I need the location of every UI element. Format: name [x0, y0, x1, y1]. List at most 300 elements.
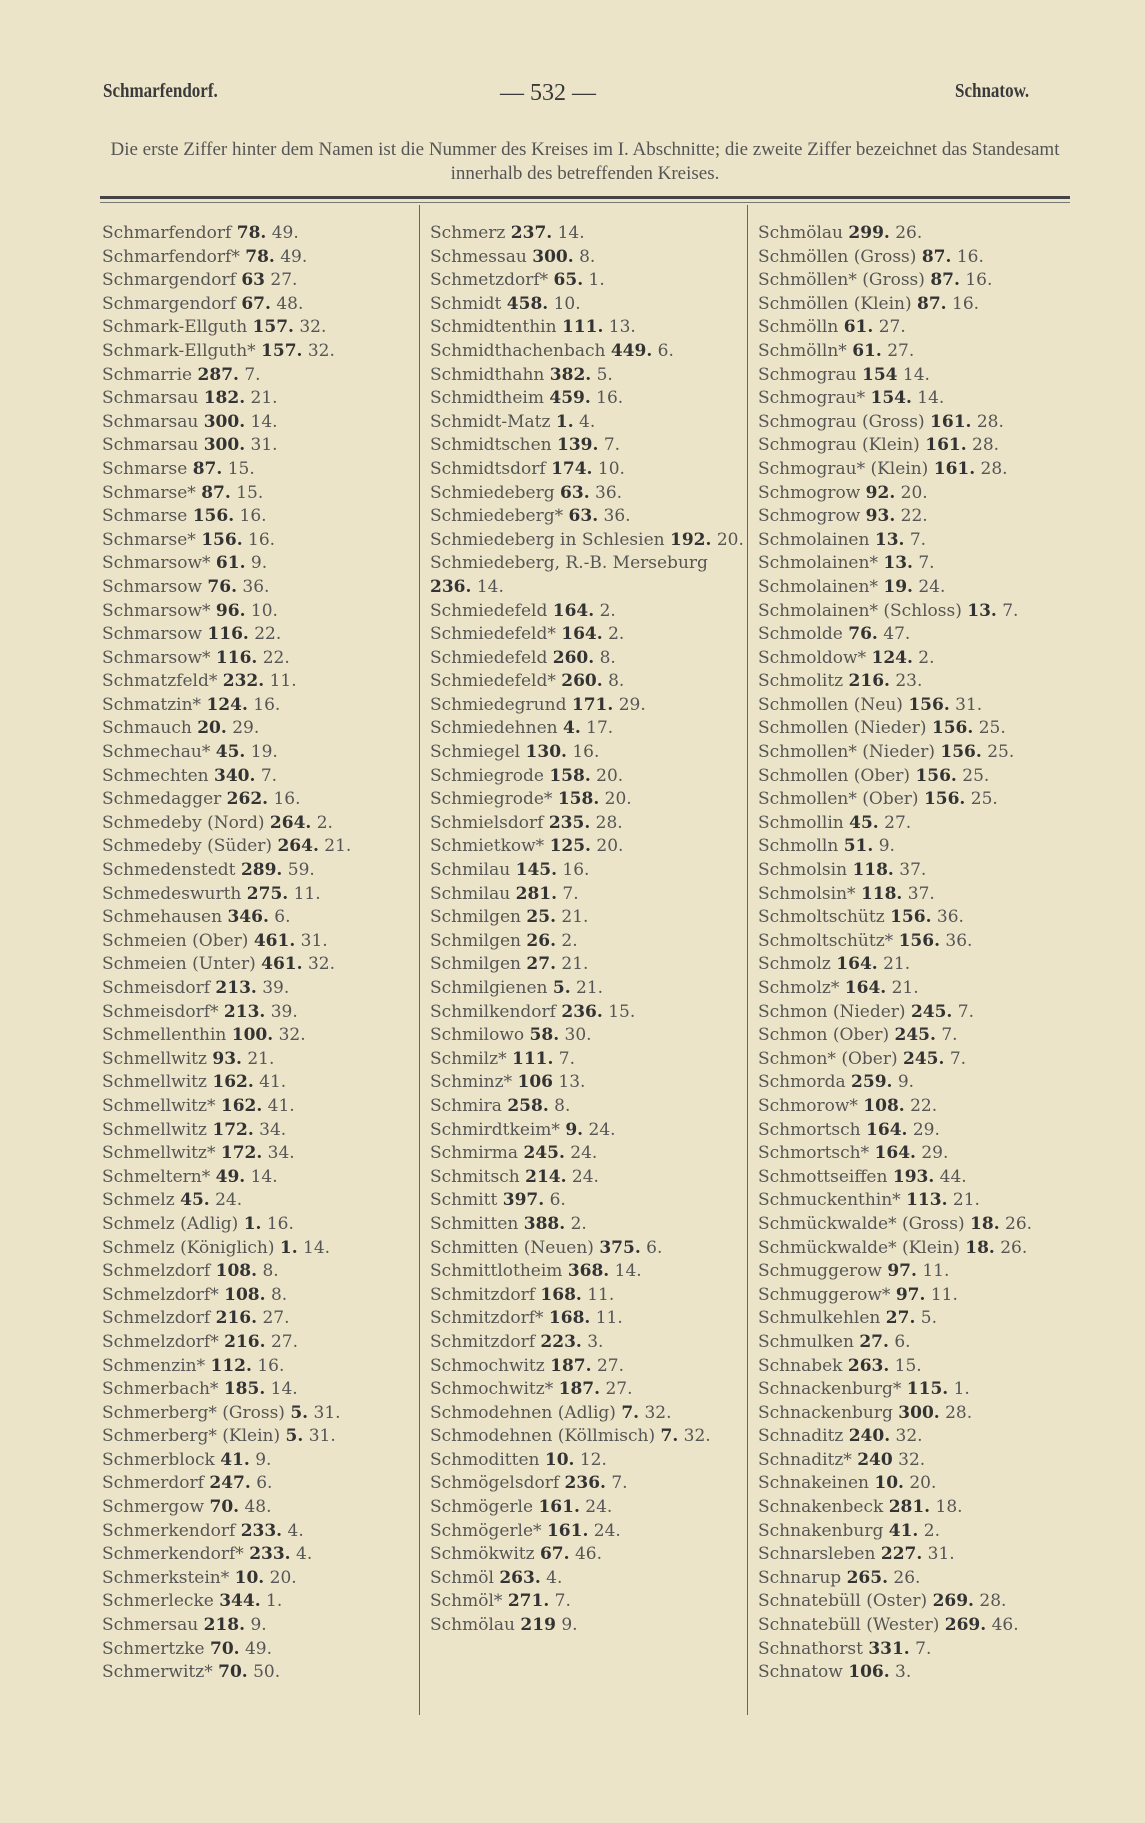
standesamt-number: 32.	[898, 1449, 926, 1470]
index-entry	[758, 1543, 1078, 1567]
standesamt-number: 16.	[273, 789, 301, 810]
place-name: Schmilau	[430, 860, 511, 881]
place-name: Schmelzdorf	[102, 1308, 211, 1329]
place-name: Schmollin	[758, 812, 844, 833]
index-entry	[758, 600, 1078, 624]
place-name: Schmerkendorf*	[102, 1544, 244, 1565]
kreis-number: 237.	[510, 223, 553, 243]
kreis-number: 219	[520, 1615, 556, 1636]
kreis-number: 51.	[843, 836, 874, 857]
place-name: Schmerberg* (Gross)	[102, 1402, 285, 1423]
standesamt-number: 24.	[215, 1190, 243, 1211]
index-entry	[758, 1472, 1078, 1496]
standesamt-number: 10.	[250, 600, 278, 621]
place-name: Schmulken	[758, 1331, 854, 1352]
place-name: Schmechten	[102, 765, 209, 786]
place-name: Schmarse*	[102, 482, 196, 503]
kreis-number: 245.	[894, 1025, 936, 1046]
index-entry	[758, 1567, 1078, 1591]
kreis-number: 76.	[207, 576, 237, 597]
kreis-number: 124.	[871, 647, 913, 668]
index-entry	[758, 1638, 1078, 1662]
index-entry	[758, 977, 1078, 1001]
place-name: Schmarsow	[102, 624, 203, 645]
index-entry	[430, 222, 750, 246]
standesamt-number: 21.	[883, 954, 911, 975]
place-name: Schmellwitz	[102, 1072, 207, 1093]
standesamt-number: 5.	[920, 1308, 938, 1329]
standesamt-number: 11.	[587, 1284, 615, 1305]
standesamt-number: 24.	[588, 1119, 616, 1140]
standesamt-number: 25.	[970, 789, 998, 810]
kreis-number: 93.	[865, 506, 896, 527]
standesamt-number: 9.	[255, 1449, 272, 1470]
standesamt-number: 36.	[945, 930, 973, 951]
standesamt-number: 19.	[250, 742, 278, 763]
place-name: Schmilau	[430, 883, 511, 904]
standesamt-number: 14.	[476, 576, 504, 597]
standesamt-number: 9.	[878, 836, 895, 857]
index-entry	[430, 812, 750, 836]
kreis-number: 116.	[207, 624, 249, 645]
kreis-number: 130.	[525, 742, 567, 763]
place-name: Schmollen (Nieder)	[758, 718, 927, 739]
place-name: Schmollen* (Nieder)	[758, 742, 935, 763]
standesamt-number: 49.	[271, 223, 299, 243]
place-name: Schmochwitz	[430, 1355, 545, 1376]
standesamt-number: 27.	[887, 340, 915, 361]
index-entry	[430, 1590, 750, 1614]
index-entry	[430, 977, 750, 1001]
kreis-number: 281.	[515, 883, 558, 904]
kreis-number: 45.	[215, 742, 246, 763]
kreis-number: 214.	[525, 1166, 567, 1187]
index-entry	[102, 1449, 422, 1473]
standesamt-number: 8.	[579, 246, 596, 267]
standesamt-number: 17.	[586, 718, 614, 739]
place-name: Schmiedefeld*	[430, 624, 556, 645]
place-name: Schnackenburg	[758, 1402, 893, 1423]
index-entry	[430, 269, 750, 293]
standesamt-number: 49.	[280, 246, 308, 267]
place-name: Schmarsow*	[102, 600, 211, 621]
place-name: Schmiedeberg in Schlesien	[430, 529, 665, 550]
place-name: Schmiegel	[430, 742, 521, 763]
index-entry	[758, 1142, 1078, 1166]
place-name: Schmodehnen (Köllmisch)	[430, 1426, 656, 1447]
standesamt-number: 7.	[909, 529, 927, 550]
place-name: Schmitzdorf*	[430, 1308, 544, 1329]
standesamt-number: 37.	[907, 883, 935, 904]
standesamt-number: 4.	[579, 411, 596, 432]
index-entry	[102, 883, 422, 907]
standesamt-number: 6.	[646, 1237, 663, 1258]
index-entry	[430, 1095, 750, 1119]
index-entry	[430, 1260, 750, 1284]
place-name: Schmarsau	[102, 388, 199, 409]
place-name: Schmölln*	[758, 340, 847, 361]
kreis-number: 300.	[203, 435, 246, 456]
place-name: Schmitten	[430, 1213, 519, 1234]
index-entry	[102, 1071, 422, 1095]
kreis-number: 258.	[507, 1095, 549, 1116]
place-name: Schmidthahn	[430, 364, 545, 385]
place-name: Schmograu (Klein)	[758, 435, 920, 456]
standesamt-number: 11.	[595, 1308, 623, 1329]
standesamt-number: 7.	[918, 553, 935, 574]
standesamt-number: 20.	[269, 1567, 297, 1588]
kreis-number: 264.	[269, 812, 312, 833]
index-entry	[102, 1378, 422, 1402]
index-entry	[758, 883, 1078, 907]
standesamt-number: 22.	[254, 624, 282, 645]
index-entry	[430, 387, 750, 411]
place-name: Schmerberg* (Klein)	[102, 1426, 281, 1447]
place-name: Schmögerle*	[430, 1520, 542, 1541]
standesamt-number: 1.	[588, 270, 605, 291]
kreis-number: 287.	[197, 364, 239, 385]
kreis-number: 245.	[903, 1048, 945, 1069]
place-name: Schmedenstedt	[102, 860, 236, 881]
kreis-number: 168.	[540, 1284, 582, 1305]
place-name: Schmellwitz	[102, 1048, 207, 1069]
index-entry	[430, 1543, 750, 1567]
standesamt-number: 20.	[900, 482, 928, 503]
place-name: Schmoditten	[430, 1449, 540, 1470]
standesamt-number: 32.	[307, 954, 335, 975]
index-entry	[102, 1661, 422, 1685]
standesamt-number: 21.	[561, 954, 589, 975]
standesamt-number: 46.	[574, 1544, 602, 1565]
kreis-number: 61.	[852, 340, 882, 361]
index-entry	[430, 246, 750, 270]
place-name: Schmodehnen (Adlig)	[430, 1402, 616, 1423]
kreis-number: 265.	[846, 1567, 888, 1588]
index-entry	[758, 1378, 1078, 1402]
kreis-number: 124.	[206, 694, 248, 715]
place-name: Schmilgen	[430, 907, 522, 928]
place-name: Schmolainen	[758, 529, 870, 550]
kreis-number: 9.	[565, 1119, 584, 1140]
index-entry	[430, 600, 750, 624]
standesamt-number: 21.	[247, 1048, 275, 1069]
standesamt-number: 16.	[952, 293, 980, 314]
place-name: Schmerbach*	[102, 1379, 219, 1400]
standesamt-number: 2.	[570, 1213, 587, 1234]
index-entry	[102, 222, 422, 246]
index-entry	[430, 1166, 750, 1190]
standesamt-number: 27.	[605, 1379, 633, 1400]
place-name: Schmedeswurth	[102, 883, 242, 904]
standesamt-number: 21.	[250, 388, 278, 409]
place-name: Schmögelsdorf	[430, 1473, 560, 1494]
standesamt-number: 7.	[260, 765, 278, 786]
standesamt-number: 31.	[250, 435, 278, 456]
place-name: Schmark-Ellguth*	[102, 340, 256, 361]
kreis-number: 76.	[848, 624, 878, 645]
index-entry	[102, 1024, 422, 1048]
place-name: Schmiedeberg	[430, 482, 555, 503]
kreis-number: 299.	[848, 223, 890, 243]
kreis-number: 49.	[215, 1166, 246, 1187]
index-entry	[102, 1213, 422, 1237]
kreis-number: 1.	[555, 411, 574, 432]
place-name: Schmauch	[102, 718, 192, 739]
place-name: Schmogrow	[758, 506, 861, 527]
index-entry	[430, 316, 750, 340]
kreis-number: 93.	[212, 1048, 242, 1069]
index-entry	[758, 1119, 1078, 1143]
place-name: Schmograu (Gross)	[758, 411, 925, 432]
index-column-2	[430, 222, 750, 1638]
place-name: Schmückwalde* (Klein)	[758, 1237, 960, 1258]
place-name: Schmidt	[430, 293, 502, 314]
standesamt-number: 29.	[912, 1119, 940, 1140]
place-name: Schmilgienen	[430, 978, 548, 998]
kreis-number: 300.	[898, 1402, 940, 1423]
index-entry	[430, 1189, 750, 1213]
kreis-number: 92.	[865, 482, 896, 503]
kreis-number: 108.	[215, 1261, 258, 1282]
standesamt-number: 47.	[883, 624, 911, 645]
index-entry	[758, 788, 1078, 812]
kreis-number: 10.	[874, 1473, 904, 1494]
standesamt-number: 1.	[953, 1379, 970, 1400]
header-rule-thin	[100, 202, 1070, 203]
standesamt-number: 7.	[941, 1025, 958, 1046]
kreis-number: 331.	[868, 1638, 910, 1659]
kreis-number: 164.	[836, 954, 878, 975]
index-entry	[758, 741, 1078, 765]
standesamt-number: 2.	[599, 600, 616, 621]
index-entry	[430, 930, 750, 954]
index-entry	[758, 1402, 1078, 1426]
kreis-number: 236.	[561, 1001, 603, 1022]
index-entry	[102, 1520, 422, 1544]
index-entry	[430, 1048, 750, 1072]
place-name: Schmerwitz*	[102, 1662, 213, 1683]
kreis-number: 106	[517, 1072, 553, 1093]
kreis-number: 218.	[203, 1615, 246, 1636]
kreis-number: 275.	[246, 883, 289, 904]
index-entry	[758, 1661, 1078, 1685]
place-name: Schmilgen	[430, 930, 522, 951]
index-entry	[102, 411, 422, 435]
place-name: Schmedeby (Nord)	[102, 812, 265, 833]
place-name: Schmograu* (Klein)	[758, 458, 929, 479]
place-name: Schmiedeberg, R.-B. Merseburg	[430, 553, 708, 574]
kreis-number: 156.	[931, 718, 974, 739]
kreis-number: 164.	[874, 1143, 916, 1164]
index-entry	[758, 505, 1078, 529]
kreis-number: 216.	[215, 1308, 258, 1329]
index-entry	[758, 246, 1078, 270]
kreis-number: 156.	[923, 789, 966, 810]
standesamt-number: 23.	[895, 671, 923, 692]
kreis-number: 157.	[252, 317, 294, 338]
place-name: Schmelz	[102, 1190, 175, 1211]
place-name: Schmechau*	[102, 742, 211, 763]
kreis-number: 41.	[220, 1449, 250, 1470]
kreis-number: 154	[861, 364, 898, 385]
place-name: Schnakenbeck	[758, 1497, 884, 1518]
place-name: Schmertzke	[102, 1638, 205, 1659]
standesamt-number: 21.	[576, 978, 604, 998]
index-entry	[430, 434, 750, 458]
standesamt-number: 5.	[596, 364, 613, 385]
kreis-number: 259.	[851, 1072, 893, 1093]
place-name: Schmon (Nieder)	[758, 1001, 906, 1022]
index-entry	[102, 1402, 422, 1426]
index-entry	[102, 1472, 422, 1496]
standesamt-number: 36.	[603, 506, 631, 527]
place-name: Schmöl*	[430, 1591, 503, 1612]
kreis-number: 156.	[192, 506, 235, 527]
standesamt-number: 36.	[936, 907, 964, 928]
kreis-number: 289.	[240, 860, 283, 881]
index-column-3	[758, 222, 1078, 1685]
place-name: Schnackenburg*	[758, 1379, 902, 1400]
standesamt-number: 18.	[935, 1497, 963, 1518]
index-entry	[102, 741, 422, 765]
index-entry	[102, 1425, 422, 1449]
place-name: Schnatow	[758, 1662, 843, 1683]
index-entry	[102, 340, 422, 364]
index-entry	[102, 1496, 422, 1520]
kreis-number: 13.	[883, 553, 913, 574]
standesamt-number: 28.	[595, 812, 623, 833]
index-entry	[102, 765, 422, 789]
place-name: Schmögerle	[430, 1497, 534, 1518]
standesamt-number: 11.	[930, 1284, 958, 1305]
kreis-number: 236.	[564, 1473, 606, 1494]
standesamt-number: 37.	[899, 860, 927, 881]
place-name: Schmilowo	[430, 1025, 525, 1046]
standesamt-number: 50.	[253, 1662, 281, 1683]
kreis-number: 344.	[219, 1591, 261, 1612]
index-entry	[430, 1142, 750, 1166]
place-name: Schmerkstein*	[102, 1567, 230, 1588]
place-name: Schmeien (Ober)	[102, 930, 249, 951]
standesamt-number: 13.	[608, 317, 636, 338]
standesamt-number: 20.	[716, 529, 744, 550]
kreis-number: 156.	[890, 907, 932, 928]
kreis-number: 139.	[557, 435, 599, 456]
place-name: Schmellwitz*	[102, 1143, 216, 1164]
index-entry	[102, 1638, 422, 1662]
place-name: Schmolainen*	[758, 553, 878, 574]
place-name: Schnaditz*	[758, 1449, 852, 1470]
index-column-1	[102, 222, 422, 1685]
standesamt-number: 15.	[894, 1355, 922, 1376]
index-entry	[102, 316, 422, 340]
place-name: Schmiedehnen	[430, 718, 558, 739]
kreis-number: 19.	[883, 576, 913, 597]
place-name: Schnarsleben	[758, 1544, 876, 1565]
kreis-number: 187.	[558, 1379, 601, 1400]
kreis-number: 156.	[915, 765, 957, 786]
standesamt-number: 39.	[262, 978, 290, 998]
place-name: Schmehausen	[102, 907, 223, 928]
index-entry	[102, 953, 422, 977]
standesamt-number: 24.	[918, 576, 946, 597]
kreis-number: 1.	[243, 1213, 262, 1234]
index-entry	[758, 529, 1078, 553]
index-entry	[758, 670, 1078, 694]
kreis-number: 145.	[515, 860, 558, 881]
kreis-number: 232.	[222, 671, 265, 692]
kreis-number: 87.	[917, 293, 947, 314]
kreis-number: 397.	[502, 1190, 545, 1211]
standesamt-number: 28.	[979, 1591, 1007, 1612]
kreis-number: 7.	[660, 1426, 679, 1447]
index-entry	[758, 1237, 1078, 1261]
standesamt-number: 26.	[895, 223, 923, 243]
standesamt-number: 9.	[561, 1615, 578, 1636]
index-entry	[102, 930, 422, 954]
kreis-number: 63.	[560, 482, 590, 503]
standesamt-number: 7.	[244, 364, 261, 385]
standesamt-number: 14.	[270, 1379, 298, 1400]
kreis-number: 245.	[910, 1001, 953, 1022]
standesamt-number: 14.	[557, 223, 585, 243]
index-entry	[430, 340, 750, 364]
kreis-number: 118.	[860, 883, 903, 904]
kreis-number: 388.	[523, 1213, 566, 1234]
standesamt-number: 8.	[554, 1095, 571, 1116]
standesamt-number: 4.	[287, 1520, 304, 1541]
place-name: Schmuckenthin*	[758, 1190, 901, 1211]
kreis-number: 172.	[212, 1119, 254, 1140]
standesamt-number: 7.	[554, 1591, 571, 1612]
kreis-number: 269.	[932, 1591, 974, 1612]
place-name: Schmoldow*	[758, 647, 867, 668]
kreis-number: 346.	[227, 907, 269, 928]
index-entry	[102, 1260, 422, 1284]
index-entry	[102, 1590, 422, 1614]
standesamt-number: 2.	[608, 624, 625, 645]
index-entry	[430, 1355, 750, 1379]
kreis-number: 158.	[557, 789, 600, 810]
place-name: Schmolainen*	[758, 576, 878, 597]
kreis-number: 115.	[906, 1379, 949, 1400]
place-name: Schmollen* (Ober)	[758, 789, 919, 810]
place-name: Schmatzfeld*	[102, 671, 218, 692]
index-entry	[430, 482, 750, 506]
index-entry	[102, 1001, 422, 1025]
index-entry	[430, 859, 750, 883]
index-entry	[102, 835, 422, 859]
place-name: Schnaditz	[758, 1426, 844, 1447]
standesamt-number: 27.	[262, 1308, 290, 1329]
standesamt-number: 4.	[546, 1567, 563, 1588]
kreis-number: 216.	[224, 1331, 266, 1352]
index-entry	[102, 482, 422, 506]
standesamt-number: 44.	[939, 1166, 967, 1187]
place-name: Schmogrow	[758, 482, 861, 503]
header-rule-thick	[100, 196, 1070, 199]
place-name: Schmiegrode*	[430, 789, 553, 810]
index-entry	[758, 859, 1078, 883]
kreis-number: 65.	[553, 270, 584, 291]
standesamt-number: 8.	[270, 1284, 288, 1305]
kreis-number: 26.	[526, 930, 556, 951]
place-name: Schmolz*	[758, 978, 840, 998]
standesamt-number: 21.	[891, 978, 919, 998]
place-name: Schmietkow*	[430, 836, 545, 857]
index-entry	[758, 1284, 1078, 1308]
standesamt-number: 22.	[262, 647, 290, 668]
